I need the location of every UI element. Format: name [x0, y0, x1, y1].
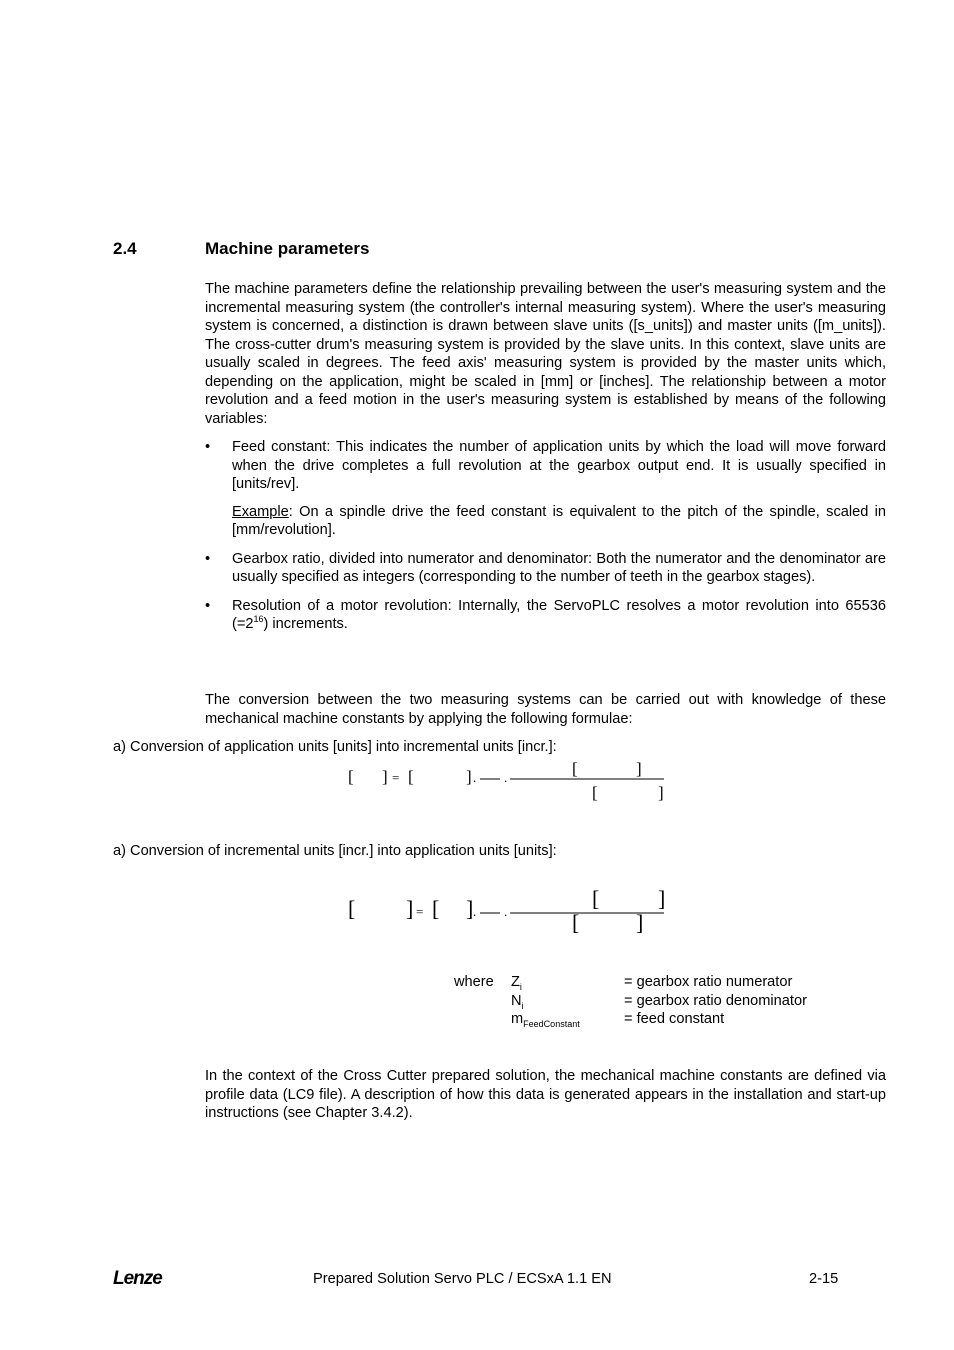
conversion-a-label: a) Conversion of application units [units] into incremental units [incr.]: [113, 739, 557, 755]
formula-b-equals: = [416, 904, 424, 919]
intro-paragraph [205, 280, 886, 428]
symbol-base: Z [511, 974, 520, 990]
where-symbol [511, 1010, 624, 1029]
formula-a-bracket: ] [636, 759, 642, 778]
formula-b-bracket: ] [658, 886, 666, 911]
symbol-base: m [511, 1011, 524, 1027]
where-symbol [511, 992, 624, 1011]
formula-a-bracket: ] [658, 783, 664, 802]
resolution-text-before: Resolution of a motor revolution: Internally, the ServoPLC resolves a motor revolution into 65536 (=2 [232, 597, 886, 632]
formula-b [340, 882, 680, 934]
formula-b-bracket: ] [466, 896, 474, 921]
where-row [454, 1010, 807, 1029]
bullet-list [205, 438, 886, 644]
resolution-text-after: ) increments. [263, 616, 348, 632]
bullet-feed-example [232, 503, 886, 540]
bullet-gearbox-ratio [205, 550, 886, 587]
where-symbol [511, 973, 624, 992]
where-table [454, 973, 807, 1029]
formula-a-bracket: ] [382, 767, 388, 786]
bullet-icon: • [205, 439, 211, 455]
formula-a-dot: . [473, 770, 477, 785]
symbol-subscript: i [519, 981, 522, 992]
closing-text: In the context of the Cross Cutter prepared solution, the mechanical machine constants are defined via profile data (LC9 file). A description of how this data is generated appears in the installation and start-up instructions (see Chapter 3.4.2). [205, 1068, 886, 1121]
bullet-gearbox-text: Gearbox ratio, divided into numerator and denominator: Both the numerator and the denominator are usually specified as integers (corresponding to the number of teeth in the gearbox stages). [232, 550, 886, 585]
formula-a-bracket: [ [348, 767, 354, 786]
footer-document-title: Prepared Solution Servo PLC / ECSxA 1.1 EN [313, 1271, 612, 1287]
where-label-empty [454, 1010, 511, 1029]
symbol-subscript: i [521, 1000, 524, 1011]
formula-b-dot: . [473, 904, 477, 919]
where-label: where [454, 974, 494, 990]
formula-b-bracket: [ [592, 886, 600, 911]
where-description: = gearbox ratio numerator [624, 974, 793, 990]
symbol-subscript: FeedConstant [523, 1018, 580, 1029]
lenze-logo: Lenze [113, 1268, 162, 1289]
formula-a-bracket: ] [466, 767, 472, 786]
where-description: = gearbox ratio denominator [624, 992, 807, 1009]
symbol-base: N [511, 992, 522, 1009]
where-description: = feed constant [624, 1011, 725, 1027]
bullet-resolution [205, 597, 886, 634]
example-text: : On a spindle drive the feed constant is equivalent to the pitch of the spindle, scaled in [mm/revolution]. [232, 503, 886, 538]
formula-b-bracket: [ [572, 910, 580, 934]
footer-page-number: 2-15 [809, 1271, 839, 1287]
conversion-b-label: a) Conversion of incremental units [incr.] into application units [units]: [113, 843, 557, 859]
example-label: Example [232, 503, 289, 520]
where-row [454, 992, 807, 1011]
formula-a-bracket: [ [592, 783, 598, 802]
formula-b-bracket: [ [348, 896, 356, 921]
where-row [454, 973, 807, 992]
bullet-icon: • [205, 597, 211, 614]
bullet-resolution-text [232, 597, 886, 634]
bullet-icon: • [205, 550, 211, 567]
bullet-feed-constant [205, 438, 886, 540]
where-label-empty [454, 992, 511, 1011]
section-number: 2.4 [113, 239, 137, 258]
formula-b-dot: . [504, 904, 508, 919]
where-legend [454, 973, 807, 1029]
resolution-exponent: 16 [253, 614, 264, 625]
formula-a-equals: = [392, 770, 400, 785]
conversion-intro [205, 691, 886, 728]
formula-a-bracket: [ [572, 759, 578, 778]
intro-text: The machine parameters define the relationship prevailing between the user's measuring system and the incremental measuring system (the controller's internal measuring system). Where the user's measuring system is concerned, a distinction is drawn between slave units ([s_units]) and master units ([m_units]). The cross-cutter drum's measuring system is provided by the slave units. In this context, slave units are usually scaled in degrees. The feed axis' measuring system is provided by the master units which, depending on the application, might be scaled in [mm] or [inches]. The relationship between a motor revolution and a feed motion in the user's measuring system is established by means of the following variables: [205, 281, 886, 427]
section-title: Machine parameters [205, 239, 370, 258]
formula-a [340, 752, 680, 804]
conversion-intro-text: The conversion between the two measuring systems can be carried out with knowledge of these mechanical machine constants by applying the following formulae: [205, 692, 886, 727]
bullet-feed-text: Feed constant: This indicates the number of application units by which the load will move forward when the drive completes a full revolution at the gearbox output end. It is usually specified in [units/rev]. [232, 439, 886, 492]
formula-a-bracket: [ [408, 767, 414, 786]
formula-b-bracket: ] [636, 910, 644, 934]
formula-b-bracket: [ [432, 896, 440, 921]
closing-paragraph [205, 1067, 886, 1123]
formula-a-dot: . [504, 770, 508, 785]
formula-b-bracket: ] [406, 896, 414, 921]
